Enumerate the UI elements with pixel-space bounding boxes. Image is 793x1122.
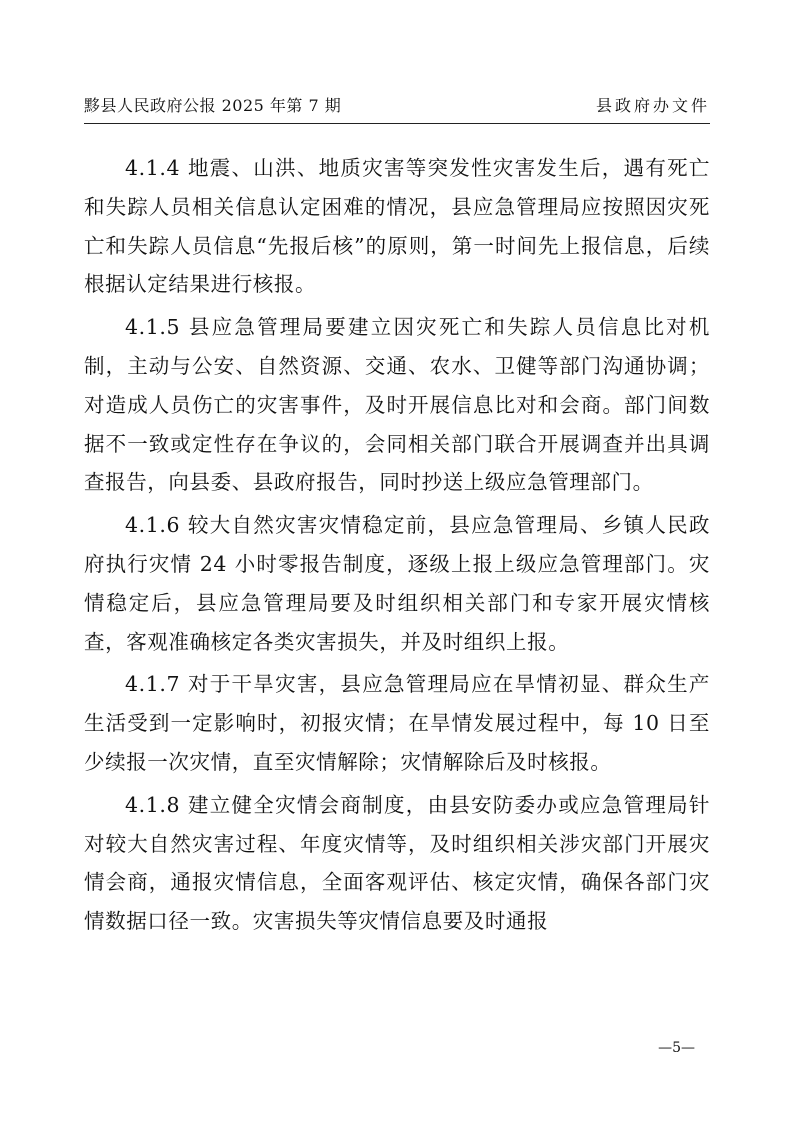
document-category: 县政府办文件 <box>595 96 710 115</box>
document-body <box>84 149 710 945</box>
paragraph-4-1-5: 4.1.5 县应急管理局要建立因灾死亡和失踪人员信息比对机制，主动与公安、自然资源、交通、农水、卫健等部门沟通协调；对造成人员伤亡的灾害事件，及时开展信息比对和会商。部门间数据不一致或定性存在争议的，会同相关部门联合开展调查并出具调查报告，向县委、县政府报告，同时抄送上级应急管理部门。 <box>84 315 710 495</box>
page-number: —5— <box>658 1040 695 1056</box>
page-header <box>84 93 710 123</box>
paragraph-4-1-4: 4.1.4 地震、山洪、地质灾害等突发性灾害发生后，遇有死亡和失踪人员相关信息认定困难的情况，县应急管理局应按照因灾死亡和失踪人员信息“先报后核”的原则，第一时间先上报信息，后续根据认定结果进行核报。 <box>84 156 710 297</box>
header-divider <box>84 123 710 124</box>
gazette-title: 黟县人民政府公报 2025 年第 7 期 <box>84 96 342 115</box>
paragraph-4-1-7: 4.1.7 对于干旱灾害，县应急管理局应在旱情初显、群众生产生活受到一定影响时，初报灾情；在旱情发展过程中，每 10 日至少续报一次灾情，直至灾情解除；灾情解除后及时核报。 <box>84 672 710 774</box>
paragraph-4-1-6: 4.1.6 较大自然灾害灾情稳定前，县应急管理局、乡镇人民政府执行灾情 24 小时零报告制度，逐级上报上级应急管理部门。灾情稳定后，县应急管理局要及时组织相关部门和专家开展灾情核查，客观准确核定各类灾害损失，并及时组织上报。 <box>84 513 710 654</box>
paragraph-4-1-8: 4.1.8 建立健全灾情会商制度，由县安防委办或应急管理局针对较大自然灾害过程、年度灾情等，及时组织相关涉灾部门开展灾情会商，通报灾情信息，全面客观评估、核定灾情，确保各部门灾情数据口径一致。灾害损失等灾情信息要及时通报 <box>84 792 710 934</box>
